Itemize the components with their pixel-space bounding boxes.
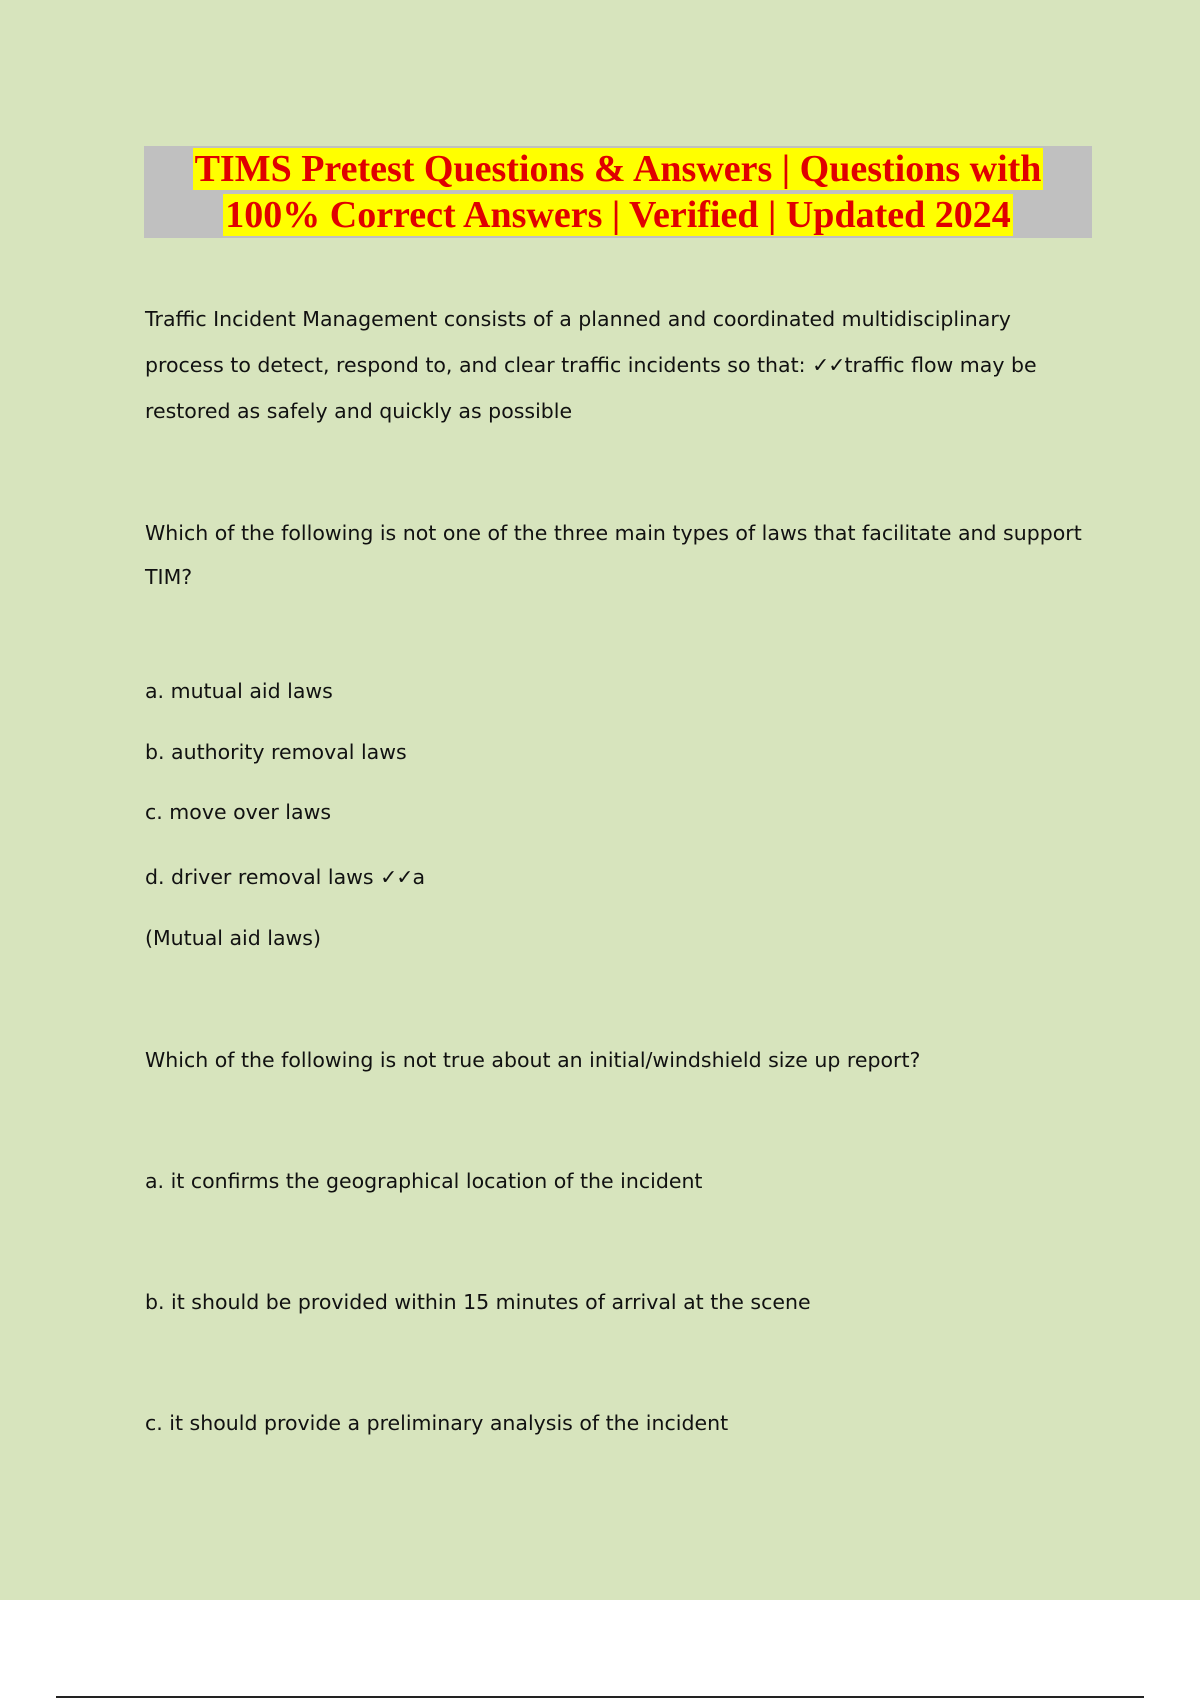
document-title [144,146,1092,238]
question-3: Which of the following is not true about an initial/windshield size up report? [145,1048,921,1072]
question-2-answer-letter: a [412,865,426,889]
title-line-2: 100% Correct Answers | Verified | Updated 2024 [225,194,1011,236]
question-2-explanation: (Mutual aid laws) [145,926,321,950]
question-3-option-a: a. it confirms the geographical location of the incident [145,1169,703,1193]
question-1-answer: traffic flow may be restored as safely and quickly as possible [145,353,1037,423]
question-1-text: Traffic Incident Management consists of a planned and coordinated multidisciplinary process to detect, respond to, and clear traffic incidents so that: [145,307,1011,377]
question-2-option-b: b. authority removal laws [145,740,407,764]
question-2-option-a: a. mutual aid laws [145,679,333,703]
question-2-option-d-text: d. driver removal laws [145,865,381,889]
check-mark-icon: ✓✓ [812,353,845,377]
title-line-1: TIMS Pretest Questions & Answers | Questions with [194,148,1042,190]
question-3-option-c: c. it should provide a preliminary analysis of the incident [145,1411,729,1435]
question-2-option-c: c. move over laws [145,800,332,824]
footer-divider [56,1696,1144,1698]
question-2-option-d [145,865,425,889]
question-2: Which of the following is not one of the three main types of laws that facilitate and support TIM? [145,521,1082,589]
question-3-option-b: b. it should be provided within 15 minutes of arrival at the scene [145,1290,811,1314]
check-mark-icon: ✓✓ [380,865,413,889]
question-1 [145,296,1095,434]
